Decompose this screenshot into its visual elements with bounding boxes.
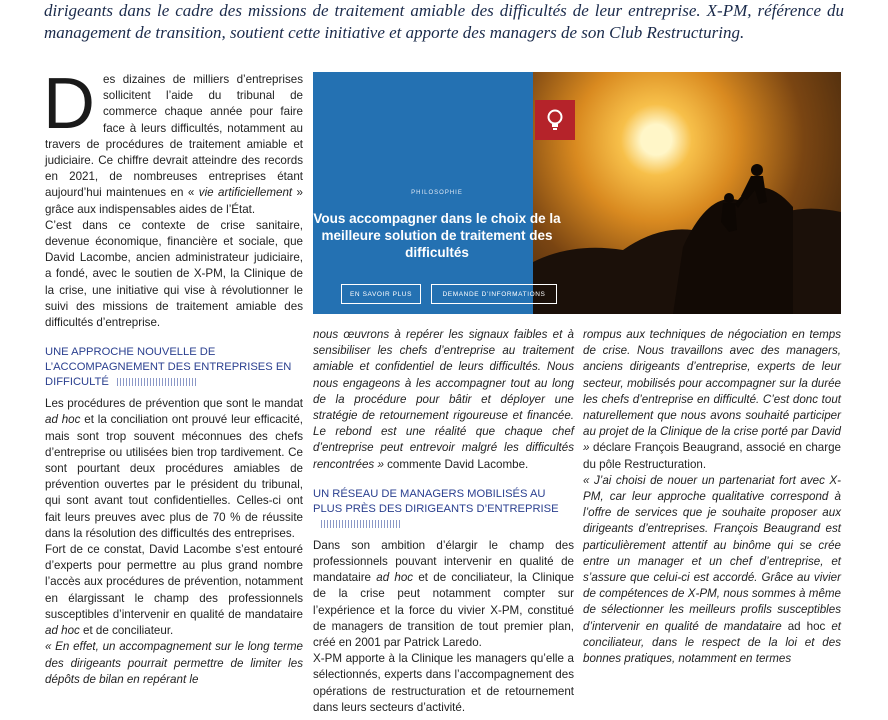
paragraph: Des dizaines de milliers d’entreprises sollicitent l’aide du tribunal de commerce chaque année pour faire face à leurs difficultés, notamment au travers de procédures de traitement amiable et judiciaire. Ce chiffre devrait atteindre des records en 2021, de nombreuses entreprises étant aujourd’hui maintenues en « vie artificiellement » grâce aux indispensables aides de l’État. — [43, 64, 304, 216]
heading-decoration — [321, 520, 401, 528]
paragraph: Les procédures de prévention que sont le mandat ad hoc et la conciliation ont prouvé leur efficacité, mais sont trop souvent méconnues des chefs d’entreprise ou utilisées bien trop tardivement. Ce sont pourtant deux procédures amiables de prévention ouvertes par le président du tribunal, qui sont avant tout confidentielles. Celles-ci ont fait leurs preuves avec plus de 70 % de réussite dans la résolution des difficultés des entreprises. — [45, 397, 304, 540]
ad-kicker: PHILOSOPHIE — [411, 190, 463, 196]
advertisement-banner[interactable] — [313, 72, 841, 314]
ad-title: Vous accompagner dans le choix de la meilleure solution de traitement des difficultés — [313, 211, 561, 260]
article-column-3 — [583, 327, 841, 667]
article-column-1 — [43, 64, 304, 688]
lightbulb-icon — [535, 100, 575, 140]
quote-paragraph: « En effet, un accompagnement sur le long terme des dirigeants pourrait permettre de limiter les dépôts de bilan en repérant le — [45, 640, 303, 686]
heading-decoration — [117, 378, 197, 386]
section-heading: UNE APPROCHE NOUVELLE DE L’ACCOMPAGNEMENT DES ENTREPRISES EN DIFFICULTÉ — [45, 346, 292, 389]
section-heading: UN RÉSEAU DE MANAGERS MOBILISÉS AU PLUS PRÈS DES DIRIGEANTS D’ENTREPRISE — [313, 487, 574, 532]
sunset-climbers-photo — [533, 72, 841, 314]
drop-cap: D — [43, 64, 95, 144]
paragraph: Dans son ambition d’élargir le champ des professionnels pouvant intervenir en qualité de mandataire ad hoc et de conciliateur, la Clinique de la crise peut notamment compter sur l’expérience et la force du vivier X-PM, constitué de managers de transition de tout premier plan, créé en 2001 par Patrick Laredo. — [313, 538, 575, 650]
climbers-silhouette — [533, 72, 841, 314]
request-info-button[interactable]: DEMANDE D’INFORMATIONS — [431, 284, 557, 304]
quote-paragraph: « J’ai choisi de nouer un partenariat fort avec X-PM, car leur approche qualitative correspond à l’offre de services que je souhaite proposer aux dirigeants d’entreprises. François Beaugrand est particulièrement attentif au binôme qui se crée entre un manager et un chef d’entreprise, et s’assure que celui-ci est accordé. Grâce au vivier de compétences de X-PM, nous sommes à même de sélectionner les meilleurs profils susceptibles d’intervenir en qualité de mandataire ad hoc et conciliateur, dans le respect de la loi et des bonnes pratiques, notamment en termes — [583, 473, 842, 666]
intro-paragraph: dirigeants dans le cadre des missions de traitement amiable des difficultés de leur entreprise. X-PM, référence du management de transition, soutient cette initiative et apporte des managers de son Club Restructuring. — [44, 1, 844, 42]
learn-more-button[interactable]: EN SAVOIR PLUS — [341, 284, 421, 304]
quote-paragraph: rompus aux techniques de négociation en temps de crise. Nous travaillons avec des managers, anciens dirigeants d’entreprise, experts de leur secteur, mobilisés pour accompagner sur la durée les chefs d’entreprise en difficulté. C’est donc tout naturellement que nous avons souhaité participer au projet de la Clinique de la crise porté par David » déclare François Beaugrand, associé en charge du pôle Restructuration. — [583, 328, 841, 471]
quote-paragraph: nous œuvrons à repérer les signaux faibles et à sensibiliser les chefs d’entreprise au traitement amiable et confidentiel de leurs difficultés. Nous nous engageons à les accompagner tout au long de la procédure pour bâtir et déployer une stratégie de retournement rigoureuse et financée. Le rebond est une réalité que chaque chef d’entreprise peut entrevoir malgré les difficultés rencontrées » commente David Lacombe. — [313, 328, 574, 471]
article-column-2 — [313, 327, 574, 716]
paragraph: X-PM apporte à la Clinique les managers qu’elle a sélectionnés, experts dans l’accompagnement des opérations de restructuration et de retournement dans leurs secteurs d’activité. — [313, 652, 574, 714]
paragraph: Fort de ce constat, David Lacombe s’est entouré d’experts pour permettre au plus grand nombre l’accès aux procédures de prévention, notamment en élargissant le champ des professionnels susceptibles d’intervenir en qualité de mandataire ad hoc et de conciliateur. — [45, 543, 303, 638]
paragraph: C’est dans ce contexte de crise sanitaire, devenue économique, financière et sociale, que David Lacombe, ancien administrateur judiciaire, a fondé, avec le soutien de X-PM, la Clinique de la crise, une initiative qui vise à révolutionner le suivi des missions de traitement amiable des difficultés d’entreprise. — [45, 218, 303, 330]
